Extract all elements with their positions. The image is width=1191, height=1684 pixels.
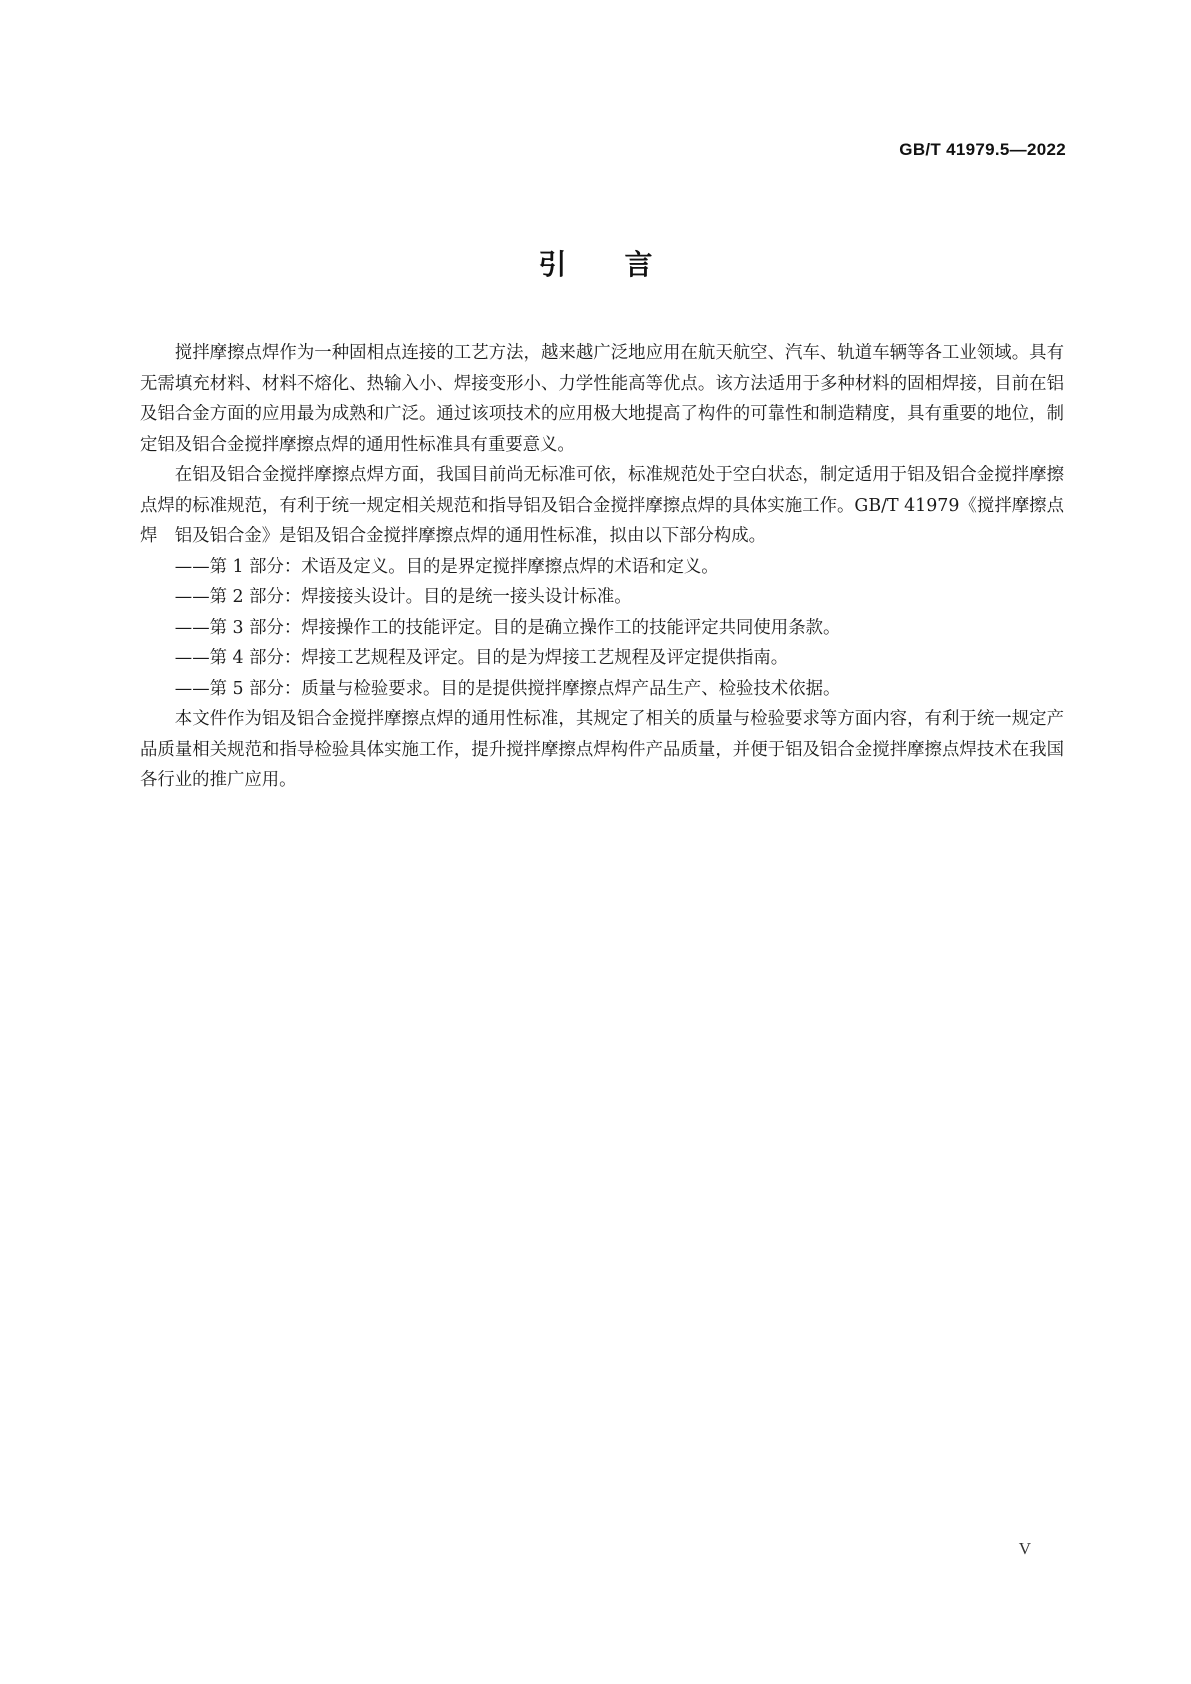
part-list-item-4: ——第 4 部分：焊接工艺规程及评定。目的是为焊接工艺规程及评定提供指南。 xyxy=(174,648,789,668)
document-body xyxy=(140,338,1064,796)
part-list-item-2: ——第 2 部分：焊接接头设计。目的是统一接头设计标准。 xyxy=(174,587,632,607)
page-title: 引言 xyxy=(538,248,711,281)
standard-number: GB/T 41979.5—2022 xyxy=(899,140,1066,159)
part-list-item-5: ——第 5 部分：质量与检验要求。目的是提供搅拌摩擦点焊产品生产、检验技术依据。 xyxy=(174,678,841,699)
paragraph-2: 在铝及铝合金搅拌摩擦点焊方面，我国目前尚无标准可依，标准规范处于空白状态，制定适用于铝及铝合金搅拌摩擦点焊的标准规范，有利于统一规定相关规范和指导铝及铝合金搅拌摩擦点焊的具体实施工作。GB/T 41979《搅拌摩擦点焊 铝及铝合金》是铝及铝合金搅拌摩擦点焊的通用性标准，拟由以下部分构成。 xyxy=(140,465,1064,546)
part-list-item-3: ——第 3 部分：焊接操作工的技能评定。目的是确立操作工的技能评定共同使用条款。 xyxy=(174,617,841,638)
closing-paragraph: 本文件作为铝及铝合金搅拌摩擦点焊的通用性标准，其规定了相关的质量与检验要求等方面内容，有利于统一规定产品质量相关规范和指导检验具体实施工作，提升搅拌摩擦点焊构件产品质量，并便于铝及铝合金搅拌摩擦点焊技术在我国各行业的推广应用。 xyxy=(140,709,1064,790)
part-list-item-1: ——第 1 部分：术语及定义。目的是界定搅拌摩擦点焊的术语和定义。 xyxy=(174,556,719,577)
page-number: V xyxy=(1018,1539,1031,1558)
paragraph-1: 搅拌摩擦点焊作为一种固相点连接的工艺方法，越来越广泛地应用在航天航空、汽车、轨道车辆等各工业领域。具有无需填充材料、材料不熔化、热输入小、焊接变形小、力学性能高等优点。该方法适用于多种材料的固相焊接，目前在铝及铝合金方面的应用最为成熟和广泛。通过该项技术的应用极大地提高了构件的可靠性和制造精度，具有重要的地位，制定铝及铝合金搅拌摩擦点焊的通用性标准具有重要意义。 xyxy=(140,343,1064,455)
